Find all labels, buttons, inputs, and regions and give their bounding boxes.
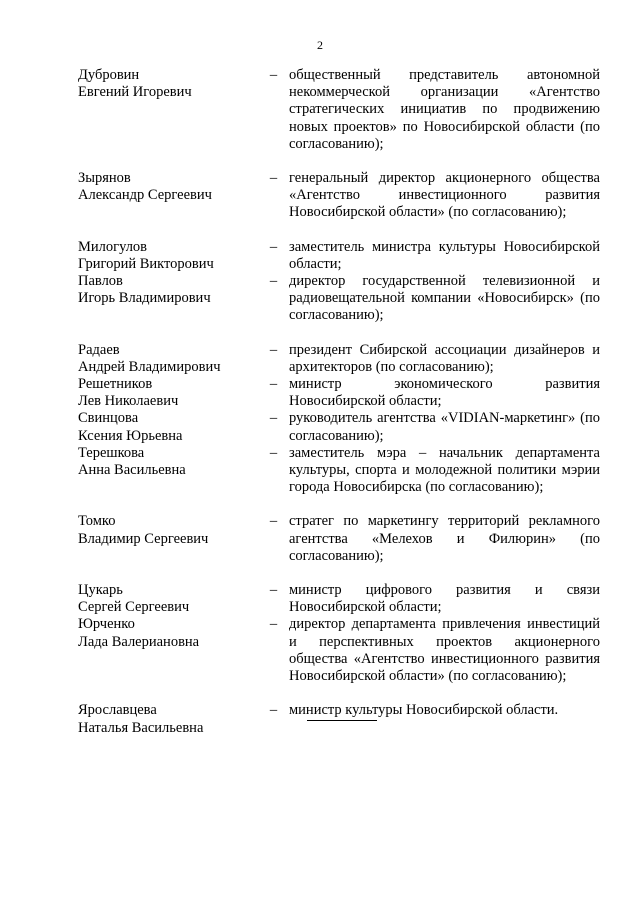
member-role: директор государственной телевизионной и радиовещательной компании «Новосибирск» (по согласованию);: [289, 273, 600, 324]
member-role: министр экономического развития Новосибирской области;: [289, 376, 600, 410]
member-role: министр цифрового развития и связи Новосибирской области;: [289, 582, 600, 616]
member-dash: –: [269, 238, 278, 255]
member-given-name: Александр Сергеевич: [78, 187, 212, 204]
member-dash: –: [269, 170, 278, 187]
member-entry-zyryanov: [78, 170, 600, 222]
member-role: стратег по маркетингу территорий рекламного агентства «Мелехов и Филюрин» (по согласованию);: [289, 513, 600, 564]
member-surname: Милогулов: [78, 238, 148, 255]
member-name: [78, 445, 258, 479]
member-dash: –: [269, 702, 278, 719]
member-role: общественный представитель автономной некоммерческой организации «Агентство стратегических инициатив по продвижению новых проектов» по Новосибирской области (по согласованию);: [289, 67, 600, 152]
member-dash: –: [269, 513, 278, 530]
member-surname: Зырянов: [78, 170, 131, 187]
member-name: [78, 513, 258, 547]
member-role: заместитель министра культуры Новосибирской области;: [289, 238, 600, 272]
member-surname: Юрченко: [78, 616, 135, 633]
member-entry-tomko: [78, 513, 600, 565]
member-surname: Цукарь: [78, 582, 123, 599]
member-given-name: Лада Валериановна: [78, 633, 200, 650]
member-name: [78, 239, 258, 273]
member-name: [78, 67, 258, 101]
member-name: [78, 582, 258, 616]
member-surname: Ярославцева: [78, 702, 157, 719]
member-dash: –: [269, 444, 278, 461]
member-dash: –: [269, 67, 278, 83]
member-entry-tsukar: [78, 582, 600, 616]
member-entry-reshetnikov: [78, 376, 600, 410]
member-entry-yurchenko: [78, 616, 600, 685]
member-entry-svintsova: [78, 410, 600, 444]
member-entry-pavlov: [78, 273, 600, 325]
member-given-name: Григорий Викторович: [78, 255, 214, 272]
member-given-name: Лев Николаевич: [78, 393, 179, 410]
member-dash: –: [269, 341, 278, 358]
member-given-name: Владимир Сергеевич: [78, 530, 209, 547]
member-role: генеральный директор акционерного общества «Агентство инвестиционного развития Новосибирской области» (по согласованию);: [289, 170, 600, 221]
member-given-name: Ксения Юрьевна: [78, 427, 183, 444]
member-given-name: Сергей Сергеевич: [78, 599, 190, 616]
member-surname: Терешкова: [78, 444, 145, 461]
member-given-name: Игорь Владимирович: [78, 290, 211, 307]
page-number: 2: [317, 38, 323, 52]
member-entry-dubrovin: [78, 67, 600, 153]
member-dash: –: [269, 376, 278, 393]
member-entry-milogulov: [78, 239, 600, 273]
member-dash: –: [269, 582, 278, 599]
member-surname: Дубровин: [78, 67, 140, 83]
member-name: [78, 376, 258, 410]
member-given-name: Евгений Игоревич: [78, 84, 192, 101]
member-name: [78, 702, 258, 736]
member-surname: Томко: [78, 513, 116, 530]
member-role: директор департамента привлечения инвестиций и перспективных проектов акционерного общества «Агентство инвестиционного развития Новосибирской области» (по согласованию);: [289, 616, 600, 685]
member-surname: Павлов: [78, 273, 123, 290]
member-dash: –: [269, 410, 278, 427]
member-dash: –: [269, 273, 278, 290]
member-surname: Решетников: [78, 376, 153, 393]
member-name: [78, 273, 258, 307]
member-dash: –: [269, 616, 278, 633]
end-of-list-separator: [307, 720, 377, 721]
member-given-name: Анна Васильевна: [78, 462, 186, 479]
member-given-name: Андрей Владимирович: [78, 358, 221, 375]
member-surname: Радаев: [78, 341, 120, 358]
member-role: президент Сибирской ассоциации дизайнеров и архитекторов (по согласованию);: [289, 341, 600, 375]
commission-member-list: [78, 67, 600, 737]
member-surname: Свинцова: [78, 410, 139, 427]
member-role: министр культуры Новосибирской области.: [289, 702, 559, 719]
member-given-name: Наталья Васильевна: [78, 719, 204, 736]
member-name: [78, 410, 258, 444]
member-name: [78, 342, 258, 376]
member-role: заместитель мэра – начальник департамента культуры, спорта и молодежной политики мэрии города Новосибирска (по согласованию);: [289, 444, 600, 496]
member-entry-tereshkova: [78, 445, 600, 497]
member-name: [78, 616, 258, 650]
member-entry-radaev: [78, 342, 600, 376]
member-role: руководитель агентства «VIDIAN-маркетинг» (по согласованию);: [289, 410, 600, 444]
member-name: [78, 170, 258, 204]
